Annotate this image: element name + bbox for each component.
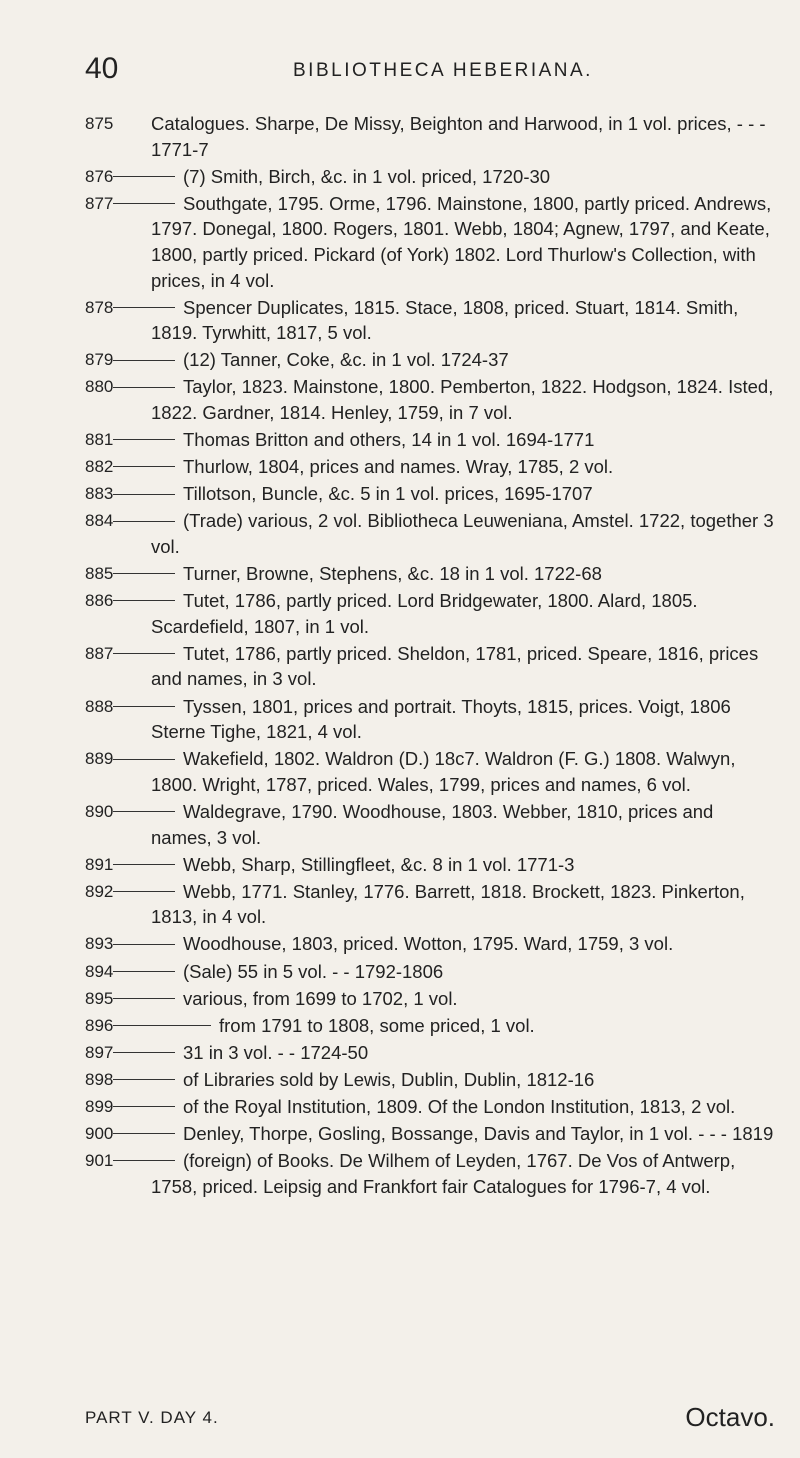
catalogue-entry <box>85 589 775 640</box>
entry-text: Southgate, 1795. Orme, 1796. Mainstone, 1800, partly priced. Andrews, 1797. Donegal, 1800. Rogers, 1801. Webb, 1804; Agnew, 1797, and Keate, 1800, partly priced. Pickard (of York) 1802. Lord Thurlow's Collection, with prices, in 4 vol. <box>151 192 772 291</box>
entry-number: 882 <box>85 457 114 477</box>
entry-number: 900 <box>85 1124 114 1144</box>
entry-text: Tillotson, Buncle, &c. 5 in 1 vol. prices, 1695-1707 <box>183 483 593 505</box>
catalogue-entry <box>85 642 775 693</box>
entry-number: 901 <box>85 1151 114 1171</box>
entry-text: (7) Smith, Birch, &c. in 1 vol. priced, 1720-30 <box>183 165 551 187</box>
page-header <box>85 52 775 92</box>
entry-text: Taylor, 1823. Mainstone, 1800. Pemberton, 1822. Hodgson, 1824. Isted, 1822. Gardner, 1814. Henley, 1759, in 7 vol. <box>151 376 774 424</box>
entry-number: 888 <box>85 696 114 716</box>
entry-text: (12) Tanner, Coke, &c. in 1 vol. 1724-37 <box>183 349 509 371</box>
entry-text: of the Royal Institution, 1809. Of the London Institution, 1813, 2 vol. <box>183 1095 736 1117</box>
ditto-dash <box>113 971 175 972</box>
entry-text: various, from 1699 to 1702, 1 vol. <box>183 987 458 1009</box>
entry-text: Thomas Britton and others, 14 in 1 vol. 1694-1771 <box>183 429 595 451</box>
ditto-dash <box>113 998 175 999</box>
ditto-dash <box>113 573 175 574</box>
catalogue-entry <box>85 1095 775 1121</box>
ditto-dash <box>113 891 175 892</box>
entry-text: Waldegrave, 1790. Woodhouse, 1803. Webber, 1810, prices and names, 3 vol. <box>151 800 714 848</box>
catalogue-entry <box>85 1122 775 1148</box>
ditto-dash <box>113 1079 175 1080</box>
ditto-dash <box>113 387 175 388</box>
page-footer <box>85 1402 775 1442</box>
catalogue-entry <box>85 1041 775 1067</box>
entry-text: Wakefield, 1802. Waldron (D.) 18c7. Waldron (F. G.) 1808. Walwyn, 1800. Wright, 1787, priced. Wales, 1799, prices and names, 6 vol. <box>151 748 736 795</box>
entry-text: Webb, 1771. Stanley, 1776. Barrett, 1818. Brockett, 1823. Pinkerton, 1813, in 4 vol. <box>151 880 745 928</box>
entry-text: Denley, Thorpe, Gosling, Bossange, Davis and Taylor, in 1 vol. - - - 1819 <box>183 1123 774 1145</box>
entry-number: 886 <box>85 591 114 611</box>
catalogue-entry <box>85 375 775 426</box>
catalogue-entry <box>85 1149 775 1200</box>
ditto-dash <box>113 600 175 601</box>
running-title: BIBLIOTHECA HEBERIANA. <box>293 60 593 81</box>
entry-text: Webb, Sharp, Stillingfleet, &c. 8 in 1 vol. 1771-3 <box>183 853 575 875</box>
entry-number: 895 <box>85 988 114 1008</box>
entry-number: 879 <box>85 350 114 370</box>
entry-number: 876 <box>85 166 114 186</box>
catalogue-entry <box>85 987 775 1013</box>
ditto-dash <box>113 494 175 495</box>
entry-text: (Trade) various, 2 vol. Bibliotheca Leuweniana, Amstel. 1722, together 3 vol. <box>151 510 774 557</box>
entry-number: 897 <box>85 1042 114 1062</box>
entry-number: 884 <box>85 511 114 531</box>
entry-text: from 1791 to 1808, some priced, 1 vol. <box>219 1014 535 1036</box>
ditto-dash <box>113 706 175 707</box>
catalogue-entry <box>85 192 775 294</box>
entry-number: 875 <box>85 114 114 133</box>
entry-text: Tyssen, 1801, prices and portrait. Thoyts, 1815, prices. Voigt, 1806 Sterne Tighe, 1821, 4 vol. <box>151 695 731 743</box>
ditto-dash <box>113 1025 211 1026</box>
catalogue-entry <box>85 348 775 374</box>
entry-text: Thurlow, 1804, prices and names. Wray, 1785, 2 vol. <box>183 456 614 478</box>
catalogue-entry <box>85 428 775 454</box>
catalogue-entry <box>85 455 775 481</box>
ditto-dash <box>113 360 175 361</box>
entry-number: 893 <box>85 934 114 954</box>
ditto-dash <box>113 307 175 308</box>
entry-text: Tutet, 1786, partly priced. Sheldon, 1781, priced. Speare, 1816, prices and names, in 3 vol. <box>151 642 759 690</box>
entry-number: 878 <box>85 297 114 317</box>
entry-text: (foreign) of Books. De Wilhem of Leyden, 1767. De Vos of Antwerp, 1758, priced. Leipsig and Frankfort fair Catalogues for 1796-7, 4 vol. <box>151 1150 736 1197</box>
entry-number: 892 <box>85 881 114 901</box>
catalogue-entry <box>85 165 775 191</box>
entry-number: 894 <box>85 961 114 981</box>
part-day-label: PART V. DAY 4. <box>85 1408 219 1427</box>
entry-number: 889 <box>85 749 114 769</box>
entry-number: 880 <box>85 377 114 397</box>
ditto-dash <box>113 944 175 945</box>
entry-text: 31 in 3 vol. - - 1724-50 <box>183 1041 369 1063</box>
ditto-dash <box>113 864 175 865</box>
entry-number: 877 <box>85 193 114 213</box>
ditto-dash <box>113 1133 175 1134</box>
catalogue-entry <box>85 1014 775 1040</box>
entry-text: of Libraries sold by Lewis, Dublin, Dublin, 1812-16 <box>183 1068 595 1090</box>
catalogue-entry <box>85 562 775 588</box>
ditto-dash <box>113 1160 175 1161</box>
entry-text: Tutet, 1786, partly priced. Lord Bridgewater, 1800. Alard, 1805. Scardefield, 1807, in 1 vol. <box>151 590 698 637</box>
catalogue-entry <box>85 1068 775 1094</box>
entry-number: 898 <box>85 1069 114 1089</box>
ditto-dash <box>113 439 175 440</box>
entry-number: 887 <box>85 643 114 663</box>
catalogue-entry <box>85 880 775 931</box>
entry-text: Spencer Duplicates, 1815. Stace, 1808, priced. Stuart, 1814. Smith, 1819. Tyrwhitt, 1817, 5 vol. <box>151 296 739 344</box>
catalogue-entry <box>85 509 775 560</box>
catalogue-entry <box>85 482 775 508</box>
ditto-dash <box>113 521 175 522</box>
entry-number: 899 <box>85 1096 114 1116</box>
ditto-dash <box>113 176 175 177</box>
entry-number: 885 <box>85 564 114 584</box>
ditto-dash <box>113 811 175 812</box>
catalogue-entry <box>85 296 775 347</box>
entry-number: 891 <box>85 854 114 874</box>
ditto-dash <box>113 1106 175 1107</box>
catalogue-entry <box>85 800 775 851</box>
entry-text: Turner, Browne, Stephens, &c. 18 in 1 vol. 1722-68 <box>183 563 602 585</box>
ditto-dash <box>113 203 175 204</box>
entry-text: Catalogues. Sharpe, De Missy, Beighton and Harwood, in 1 vol. prices, - - - 1771-7 <box>151 113 766 160</box>
page-number: 40 <box>85 52 119 85</box>
entry-number: 890 <box>85 801 114 821</box>
entry-text: (Sale) 55 in 5 vol. - - 1792-1806 <box>183 960 444 982</box>
ditto-dash <box>113 759 175 760</box>
format-label: Octavo. <box>685 1402 775 1432</box>
entry-text: Woodhouse, 1803, priced. Wotton, 1795. Ward, 1759, 3 vol. <box>183 933 674 955</box>
catalogue-entries <box>85 112 775 1202</box>
ditto-dash <box>113 466 175 467</box>
entry-number: 883 <box>85 484 114 504</box>
ditto-dash <box>113 653 175 654</box>
catalogue-entry <box>85 960 775 986</box>
entry-number: 896 <box>85 1015 114 1035</box>
catalogue-entry <box>85 747 775 798</box>
catalogue-entry <box>85 853 775 879</box>
catalogue-entry <box>85 695 775 746</box>
catalogue-entry <box>85 112 775 163</box>
ditto-dash <box>113 1052 175 1053</box>
entry-number: 881 <box>85 430 114 450</box>
catalogue-entry <box>85 932 775 958</box>
